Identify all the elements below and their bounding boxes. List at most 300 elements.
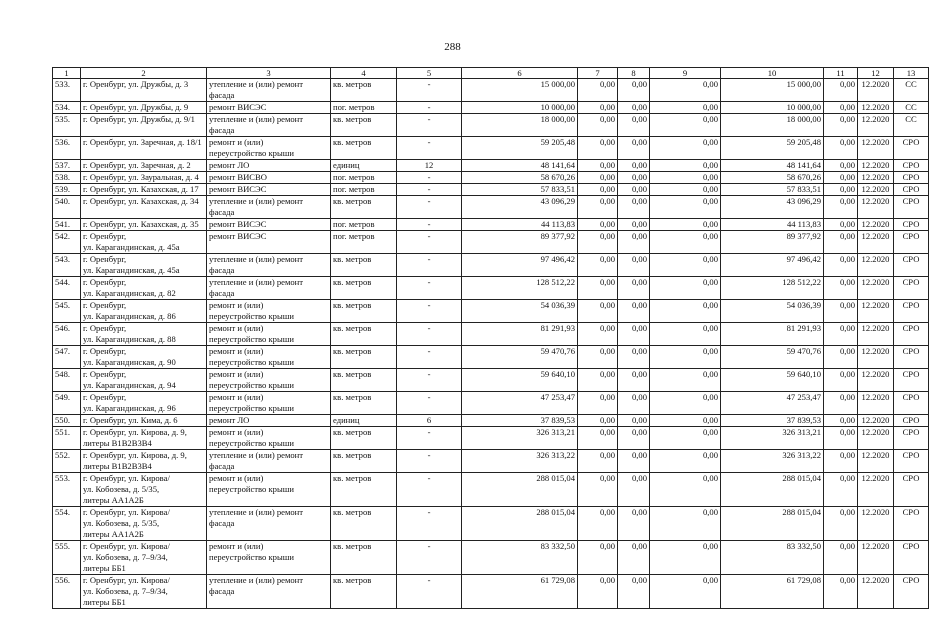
total-cost-cell: 10 000,00 — [462, 102, 578, 114]
cost-fund-cell: 0,00 — [578, 541, 618, 575]
unit-cell: кв. метров — [331, 79, 397, 102]
completion-date-cell: 12.2020 — [858, 184, 894, 196]
row-number-cell: 543. — [53, 254, 81, 277]
cost-owners-cell: 59 640,10 — [721, 369, 824, 392]
address-cell: г. Оренбург, ул. Карагандинская, д. 88 — [81, 323, 207, 346]
completion-date-cell: 12.2020 — [858, 473, 894, 507]
cost-local-cell: 0,00 — [650, 300, 721, 323]
contractor-code-cell: СРО — [894, 160, 929, 172]
work-type-cell: утепление и (или) ремонт фасада — [207, 79, 331, 102]
work-type-cell: утепление и (или) ремонт фасада — [207, 575, 331, 609]
cost-other-cell: 0,00 — [824, 507, 858, 541]
cost-fund-cell: 0,00 — [578, 575, 618, 609]
work-type-cell: ремонт и (или) переустройство крыши — [207, 369, 331, 392]
cost-owners-cell: 58 670,26 — [721, 172, 824, 184]
address-cell: г. Оренбург, ул. Карагандинская, д. 90 — [81, 346, 207, 369]
work-type-cell: ремонт и (или) переустройство крыши — [207, 473, 331, 507]
row-number-cell: 542. — [53, 231, 81, 254]
contractor-code-cell: СРО — [894, 473, 929, 507]
work-type-cell: ремонт ВИСВО — [207, 172, 331, 184]
work-type-cell: утепление и (или) ремонт фасада — [207, 450, 331, 473]
unit-cell: кв. метров — [331, 300, 397, 323]
address-cell: г. Оренбург, ул. Карагандинская, д. 82 — [81, 277, 207, 300]
cost-local-cell: 0,00 — [650, 575, 721, 609]
row-number-cell: 551. — [53, 427, 81, 450]
row-number-cell: 548. — [53, 369, 81, 392]
cost-fund-cell: 0,00 — [578, 369, 618, 392]
contractor-code-cell: СРО — [894, 575, 929, 609]
cost-fund-cell: 0,00 — [578, 219, 618, 231]
table-row — [53, 102, 929, 114]
cost-local-cell: 0,00 — [650, 102, 721, 114]
unit-cell: пог. метров — [331, 102, 397, 114]
cost-other-cell: 0,00 — [824, 541, 858, 575]
total-cost-cell: 83 332,50 — [462, 541, 578, 575]
column-header: 6 — [462, 68, 578, 79]
cost-local-cell: 0,00 — [650, 172, 721, 184]
cost-owners-cell: 128 512,22 — [721, 277, 824, 300]
cost-local-cell: 0,00 — [650, 415, 721, 427]
contractor-code-cell: СРО — [894, 507, 929, 541]
address-cell: г. Оренбург, ул. Кирова, д. 9, литеры В1В2В3В4 — [81, 427, 207, 450]
cost-local-cell: 0,00 — [650, 450, 721, 473]
row-number-cell: 541. — [53, 219, 81, 231]
unit-cell: единиц — [331, 160, 397, 172]
work-type-cell: ремонт ЛО — [207, 160, 331, 172]
cost-other-cell: 0,00 — [824, 160, 858, 172]
column-header: 10 — [721, 68, 824, 79]
work-type-cell: утепление и (или) ремонт фасада — [207, 277, 331, 300]
completion-date-cell: 12.2020 — [858, 300, 894, 323]
quantity-cell: - — [397, 507, 462, 541]
cost-fund-cell: 0,00 — [578, 184, 618, 196]
cost-local-cell: 0,00 — [650, 277, 721, 300]
table-row — [53, 323, 929, 346]
cost-other-cell: 0,00 — [824, 196, 858, 219]
column-header: 11 — [824, 68, 858, 79]
quantity-cell: - — [397, 172, 462, 184]
address-cell: г. Оренбург, ул. Дружбы, д. 9/1 — [81, 114, 207, 137]
cost-fund-cell: 0,00 — [578, 415, 618, 427]
completion-date-cell: 12.2020 — [858, 507, 894, 541]
cost-other-cell: 0,00 — [824, 392, 858, 415]
address-cell: г. Оренбург, ул. Казахская, д. 17 — [81, 184, 207, 196]
address-cell: г. Оренбург, ул. Кирова/ ул. Кобозева, д. 5/35, литеры АА1А2Б — [81, 507, 207, 541]
work-type-cell: ремонт ВИСЭС — [207, 102, 331, 114]
quantity-cell: - — [397, 323, 462, 346]
cost-fund-cell: 0,00 — [578, 172, 618, 184]
cost-fund-cell: 0,00 — [578, 231, 618, 254]
total-cost-cell: 326 313,22 — [462, 450, 578, 473]
cost-other-cell: 0,00 — [824, 137, 858, 160]
total-cost-cell: 89 377,92 — [462, 231, 578, 254]
table-row — [53, 219, 929, 231]
cost-fund-cell: 0,00 — [578, 277, 618, 300]
table-row — [53, 300, 929, 323]
row-number-cell: 553. — [53, 473, 81, 507]
row-number-cell: 556. — [53, 575, 81, 609]
unit-cell: кв. метров — [331, 473, 397, 507]
cost-other-cell: 0,00 — [824, 450, 858, 473]
cost-local-cell: 0,00 — [650, 219, 721, 231]
table-row — [53, 137, 929, 160]
total-cost-cell: 288 015,04 — [462, 473, 578, 507]
column-header: 4 — [331, 68, 397, 79]
contractor-code-cell: СРО — [894, 137, 929, 160]
column-header: 5 — [397, 68, 462, 79]
address-cell: г. Оренбург, ул. Карагандинская, д. 94 — [81, 369, 207, 392]
quantity-cell: - — [397, 231, 462, 254]
total-cost-cell: 18 000,00 — [462, 114, 578, 137]
cost-fund-cell: 0,00 — [578, 102, 618, 114]
row-number-cell: 538. — [53, 172, 81, 184]
completion-date-cell: 12.2020 — [858, 575, 894, 609]
cost-budget-cell: 0,00 — [618, 184, 650, 196]
unit-cell: кв. метров — [331, 450, 397, 473]
table-row — [53, 575, 929, 609]
completion-date-cell: 12.2020 — [858, 172, 894, 184]
table-body — [53, 79, 929, 609]
cost-local-cell: 0,00 — [650, 427, 721, 450]
cost-other-cell: 0,00 — [824, 79, 858, 102]
cost-budget-cell: 0,00 — [618, 196, 650, 219]
cost-owners-cell: 44 113,83 — [721, 219, 824, 231]
cost-other-cell: 0,00 — [824, 323, 858, 346]
cost-owners-cell: 288 015,04 — [721, 507, 824, 541]
contractor-code-cell: СРО — [894, 427, 929, 450]
row-number-cell: 540. — [53, 196, 81, 219]
total-cost-cell: 97 496,42 — [462, 254, 578, 277]
cost-local-cell: 0,00 — [650, 231, 721, 254]
work-type-cell: утепление и (или) ремонт фасада — [207, 507, 331, 541]
row-number-cell: 539. — [53, 184, 81, 196]
unit-cell: кв. метров — [331, 369, 397, 392]
page-number: 288 — [444, 41, 461, 53]
contractor-code-cell: СРО — [894, 541, 929, 575]
cost-budget-cell: 0,00 — [618, 507, 650, 541]
cost-budget-cell: 0,00 — [618, 450, 650, 473]
row-number-cell: 544. — [53, 277, 81, 300]
contractor-code-cell: СРО — [894, 254, 929, 277]
work-type-cell: ремонт и (или) переустройство крыши — [207, 427, 331, 450]
work-type-cell: ремонт и (или) переустройство крыши — [207, 392, 331, 415]
unit-cell: кв. метров — [331, 323, 397, 346]
unit-cell: кв. метров — [331, 346, 397, 369]
table-row — [53, 507, 929, 541]
cost-other-cell: 0,00 — [824, 184, 858, 196]
unit-cell: кв. метров — [331, 254, 397, 277]
cost-fund-cell: 0,00 — [578, 300, 618, 323]
row-number-cell: 555. — [53, 541, 81, 575]
cost-fund-cell: 0,00 — [578, 137, 618, 160]
contractor-code-cell: СРО — [894, 231, 929, 254]
completion-date-cell: 12.2020 — [858, 415, 894, 427]
work-type-cell: ремонт и (или) переустройство крыши — [207, 137, 331, 160]
table-row — [53, 541, 929, 575]
unit-cell: кв. метров — [331, 427, 397, 450]
work-type-cell: ремонт ВИСЭС — [207, 231, 331, 254]
quantity-cell: - — [397, 575, 462, 609]
cost-budget-cell: 0,00 — [618, 346, 650, 369]
cost-fund-cell: 0,00 — [578, 507, 618, 541]
cost-budget-cell: 0,00 — [618, 219, 650, 231]
cost-fund-cell: 0,00 — [578, 346, 618, 369]
unit-cell: кв. метров — [331, 575, 397, 609]
row-number-cell: 545. — [53, 300, 81, 323]
unit-cell: кв. метров — [331, 137, 397, 160]
completion-date-cell: 12.2020 — [858, 427, 894, 450]
total-cost-cell: 15 000,00 — [462, 79, 578, 102]
cost-owners-cell: 97 496,42 — [721, 254, 824, 277]
unit-cell: единиц — [331, 415, 397, 427]
total-cost-cell: 61 729,08 — [462, 575, 578, 609]
unit-cell: кв. метров — [331, 541, 397, 575]
cost-other-cell: 0,00 — [824, 575, 858, 609]
work-type-cell: ремонт и (или) переустройство крыши — [207, 300, 331, 323]
total-cost-cell: 54 036,39 — [462, 300, 578, 323]
cost-owners-cell: 326 313,22 — [721, 450, 824, 473]
unit-cell: кв. метров — [331, 277, 397, 300]
address-cell: г. Оренбург, ул. Карагандинская, д. 96 — [81, 392, 207, 415]
address-cell: г. Оренбург, ул. Кима, д. 6 — [81, 415, 207, 427]
table-row — [53, 473, 929, 507]
cost-owners-cell: 48 141,64 — [721, 160, 824, 172]
column-number-row — [53, 68, 929, 79]
quantity-cell: 12 — [397, 160, 462, 172]
cost-other-cell: 0,00 — [824, 369, 858, 392]
cost-budget-cell: 0,00 — [618, 114, 650, 137]
table-row — [53, 277, 929, 300]
address-cell: г. Оренбург, ул. Карагандинская, д. 45а — [81, 231, 207, 254]
row-number-cell: 547. — [53, 346, 81, 369]
total-cost-cell: 44 113,83 — [462, 219, 578, 231]
table-row — [53, 196, 929, 219]
row-number-cell: 537. — [53, 160, 81, 172]
column-header: 1 — [53, 68, 81, 79]
row-number-cell: 550. — [53, 415, 81, 427]
table-row — [53, 346, 929, 369]
address-cell: г. Оренбург, ул. Карагандинская, д. 86 — [81, 300, 207, 323]
total-cost-cell: 59 205,48 — [462, 137, 578, 160]
address-cell: г. Оренбург, ул. Казахская, д. 35 — [81, 219, 207, 231]
cost-budget-cell: 0,00 — [618, 473, 650, 507]
cost-local-cell: 0,00 — [650, 507, 721, 541]
works-table — [52, 67, 929, 609]
contractor-code-cell: СРО — [894, 219, 929, 231]
total-cost-cell: 59 470,76 — [462, 346, 578, 369]
cost-budget-cell: 0,00 — [618, 277, 650, 300]
work-type-cell: ремонт ВИСЭС — [207, 219, 331, 231]
quantity-cell: - — [397, 427, 462, 450]
column-header: 7 — [578, 68, 618, 79]
contractor-code-cell: СС — [894, 102, 929, 114]
cost-other-cell: 0,00 — [824, 102, 858, 114]
cost-budget-cell: 0,00 — [618, 323, 650, 346]
table-row — [53, 114, 929, 137]
row-number-cell: 534. — [53, 102, 81, 114]
cost-budget-cell: 0,00 — [618, 254, 650, 277]
cost-fund-cell: 0,00 — [578, 160, 618, 172]
completion-date-cell: 12.2020 — [858, 219, 894, 231]
cost-budget-cell: 0,00 — [618, 575, 650, 609]
completion-date-cell: 12.2020 — [858, 369, 894, 392]
cost-other-cell: 0,00 — [824, 415, 858, 427]
cost-budget-cell: 0,00 — [618, 300, 650, 323]
cost-budget-cell: 0,00 — [618, 415, 650, 427]
cost-fund-cell: 0,00 — [578, 79, 618, 102]
completion-date-cell: 12.2020 — [858, 114, 894, 137]
contractor-code-cell: СРО — [894, 346, 929, 369]
cost-other-cell: 0,00 — [824, 231, 858, 254]
contractor-code-cell: СРО — [894, 415, 929, 427]
cost-budget-cell: 0,00 — [618, 137, 650, 160]
cost-owners-cell: 47 253,47 — [721, 392, 824, 415]
cost-other-cell: 0,00 — [824, 300, 858, 323]
cost-owners-cell: 57 833,51 — [721, 184, 824, 196]
unit-cell: пог. метров — [331, 219, 397, 231]
column-header: 9 — [650, 68, 721, 79]
address-cell: г. Оренбург, ул. Казахская, д. 34 — [81, 196, 207, 219]
cost-fund-cell: 0,00 — [578, 427, 618, 450]
cost-owners-cell: 59 470,76 — [721, 346, 824, 369]
unit-cell: кв. метров — [331, 507, 397, 541]
completion-date-cell: 12.2020 — [858, 346, 894, 369]
completion-date-cell: 12.2020 — [858, 231, 894, 254]
cost-owners-cell: 59 205,48 — [721, 137, 824, 160]
cost-local-cell: 0,00 — [650, 346, 721, 369]
cost-fund-cell: 0,00 — [578, 450, 618, 473]
address-cell: г. Оренбург, ул. Кирова/ ул. Кобозева, д. 5/35, литеры АА1А2Б — [81, 473, 207, 507]
row-number-cell: 552. — [53, 450, 81, 473]
table-row — [53, 79, 929, 102]
table-row — [53, 369, 929, 392]
contractor-code-cell: СРО — [894, 184, 929, 196]
cost-other-cell: 0,00 — [824, 277, 858, 300]
work-type-cell: ремонт и (или) переустройство крыши — [207, 346, 331, 369]
contractor-code-cell: СРО — [894, 196, 929, 219]
total-cost-cell: 47 253,47 — [462, 392, 578, 415]
address-cell: г. Оренбург, ул. Зауральная, д. 4 — [81, 172, 207, 184]
cost-owners-cell: 54 036,39 — [721, 300, 824, 323]
completion-date-cell: 12.2020 — [858, 450, 894, 473]
work-type-cell: ремонт ЛО — [207, 415, 331, 427]
quantity-cell: - — [397, 300, 462, 323]
cost-local-cell: 0,00 — [650, 541, 721, 575]
quantity-cell: - — [397, 102, 462, 114]
address-cell: г. Оренбург, ул. Заречная, д. 2 — [81, 160, 207, 172]
quantity-cell: - — [397, 277, 462, 300]
quantity-cell: - — [397, 473, 462, 507]
address-cell: г. Оренбург, ул. Карагандинская, д. 45а — [81, 254, 207, 277]
completion-date-cell: 12.2020 — [858, 277, 894, 300]
contractor-code-cell: СРО — [894, 450, 929, 473]
completion-date-cell: 12.2020 — [858, 196, 894, 219]
completion-date-cell: 12.2020 — [858, 102, 894, 114]
quantity-cell: - — [397, 369, 462, 392]
quantity-cell: - — [397, 79, 462, 102]
total-cost-cell: 48 141,64 — [462, 160, 578, 172]
cost-owners-cell: 10 000,00 — [721, 102, 824, 114]
cost-local-cell: 0,00 — [650, 323, 721, 346]
cost-local-cell: 0,00 — [650, 114, 721, 137]
contractor-code-cell: СРО — [894, 277, 929, 300]
work-type-cell: утепление и (или) ремонт фасада — [207, 196, 331, 219]
cost-other-cell: 0,00 — [824, 219, 858, 231]
completion-date-cell: 12.2020 — [858, 392, 894, 415]
quantity-cell: - — [397, 541, 462, 575]
contractor-code-cell: СРО — [894, 300, 929, 323]
cost-owners-cell: 89 377,92 — [721, 231, 824, 254]
cost-fund-cell: 0,00 — [578, 392, 618, 415]
cost-budget-cell: 0,00 — [618, 427, 650, 450]
address-cell: г. Оренбург, ул. Заречная, д. 18/1 — [81, 137, 207, 160]
work-type-cell: ремонт ВИСЭС — [207, 184, 331, 196]
completion-date-cell: 12.2020 — [858, 79, 894, 102]
quantity-cell: - — [397, 392, 462, 415]
unit-cell: кв. метров — [331, 392, 397, 415]
column-header: 12 — [858, 68, 894, 79]
contractor-code-cell: СРО — [894, 172, 929, 184]
cost-budget-cell: 0,00 — [618, 392, 650, 415]
column-header: 2 — [81, 68, 207, 79]
table-row — [53, 172, 929, 184]
unit-cell: пог. метров — [331, 172, 397, 184]
row-number-cell: 536. — [53, 137, 81, 160]
cost-budget-cell: 0,00 — [618, 231, 650, 254]
quantity-cell: - — [397, 137, 462, 160]
quantity-cell: 6 — [397, 415, 462, 427]
cost-budget-cell: 0,00 — [618, 160, 650, 172]
cost-budget-cell: 0,00 — [618, 541, 650, 575]
cost-owners-cell: 326 313,21 — [721, 427, 824, 450]
work-type-cell: ремонт и (или) переустройство крыши — [207, 323, 331, 346]
cost-owners-cell: 18 000,00 — [721, 114, 824, 137]
cost-fund-cell: 0,00 — [578, 323, 618, 346]
cost-other-cell: 0,00 — [824, 427, 858, 450]
address-cell: г. Оренбург, ул. Кирова, д. 9, литеры В1В2В3В4 — [81, 450, 207, 473]
cost-owners-cell: 37 839,53 — [721, 415, 824, 427]
cost-other-cell: 0,00 — [824, 473, 858, 507]
completion-date-cell: 12.2020 — [858, 137, 894, 160]
cost-budget-cell: 0,00 — [618, 79, 650, 102]
address-cell: г. Оренбург, ул. Кирова/ ул. Кобозева, д. 7–9/34, литеры ББ1 — [81, 575, 207, 609]
total-cost-cell: 43 096,29 — [462, 196, 578, 219]
work-type-cell: ремонт и (или) переустройство крыши — [207, 541, 331, 575]
table-row — [53, 427, 929, 450]
column-header: 3 — [207, 68, 331, 79]
unit-cell: пог. метров — [331, 231, 397, 254]
contractor-code-cell: СРО — [894, 323, 929, 346]
cost-fund-cell: 0,00 — [578, 473, 618, 507]
address-cell: г. Оренбург, ул. Дружбы, д. 9 — [81, 102, 207, 114]
completion-date-cell: 12.2020 — [858, 254, 894, 277]
cost-fund-cell: 0,00 — [578, 114, 618, 137]
total-cost-cell: 37 839,53 — [462, 415, 578, 427]
total-cost-cell: 128 512,22 — [462, 277, 578, 300]
total-cost-cell: 59 640,10 — [462, 369, 578, 392]
cost-local-cell: 0,00 — [650, 79, 721, 102]
table-row — [53, 254, 929, 277]
quantity-cell: - — [397, 219, 462, 231]
cost-other-cell: 0,00 — [824, 254, 858, 277]
address-cell: г. Оренбург, ул. Кирова/ ул. Кобозева, д. 7–9/34, литеры ББ1 — [81, 541, 207, 575]
table-row — [53, 231, 929, 254]
total-cost-cell: 288 015,04 — [462, 507, 578, 541]
cost-fund-cell: 0,00 — [578, 254, 618, 277]
contractor-code-cell: СРО — [894, 369, 929, 392]
cost-budget-cell: 0,00 — [618, 172, 650, 184]
cost-fund-cell: 0,00 — [578, 196, 618, 219]
